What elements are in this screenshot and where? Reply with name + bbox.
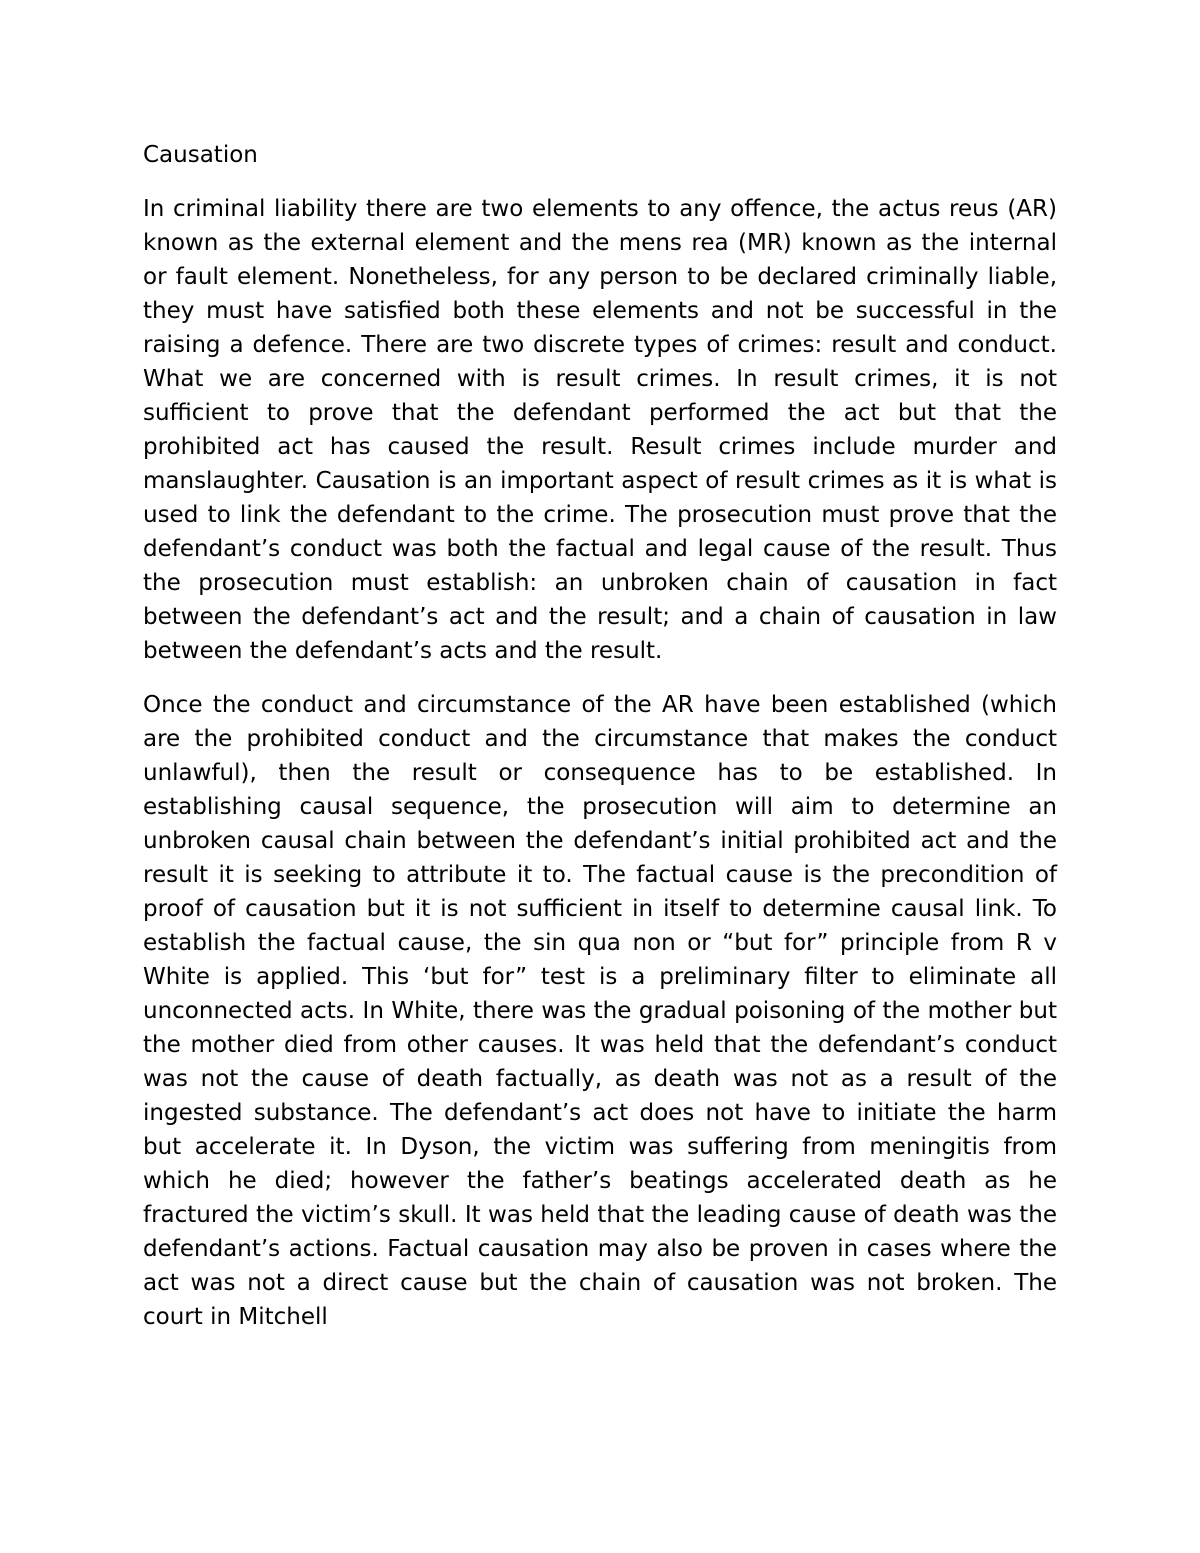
- paragraph-1: In criminal liability there are two elements to any offence, the actus reus (AR) known as the external element and the mens rea (MR) known as the internal or fault element. Nonetheless, for any person to be declared criminally liable, they must have satisfied both these elements and not be successful in the raising a defence. There are two discrete types of crimes: result and conduct. What we are concerned with is result crimes. In result crimes, it is not sufficient to prove that the defendant performed the act but that the prohibited act has caused the result. Result crimes include murder and manslaughter. Causation is an important aspect of result crimes as it is what is used to link the defendant to the crime. The prosecution must prove that the defendant’s conduct was both the factual and legal cause of the result. Thus the prosecution must establish: an unbroken chain of causation in fact between the defendant’s act and the result; and a chain of causation in law between the defendant’s acts and the result.: [143, 196, 1057, 664]
- document-title: Causation: [143, 142, 258, 168]
- document-page: [143, 138, 1057, 1354]
- paragraph-2: Once the conduct and circumstance of the AR have been established (which are the prohibited conduct and the circumstance that makes the conduct unlawful), then the result or consequence has to be established. In establishing causal sequence, the prosecution will aim to determine an unbroken causal chain between the defendant’s initial prohibited act and the result it is seeking to attribute it to. The factual cause is the precondition of proof of causation but it is not sufficient in itself to determine causal link. To establish the factual cause, the sin qua non or “but for” principle from R v White is applied. This ‘but for” test is a preliminary filter to eliminate all unconnected acts. In White, there was the gradual poisoning of the mother but the mother died from other causes. It was held that the defendant’s conduct was not the cause of death factually, as death was not as a result of the ingested substance. The defendant’s act does not have to initiate the harm but accelerate it. In Dyson, the victim was suffering from meningitis from which he died; however the father’s beatings accelerated death as he fractured the victim’s skull. It was held that the leading cause of death was the defendant’s actions. Factual causation may also be proven in cases where the act was not a direct cause but the chain of causation was not broken. The court in Mitchell: [143, 692, 1057, 1330]
